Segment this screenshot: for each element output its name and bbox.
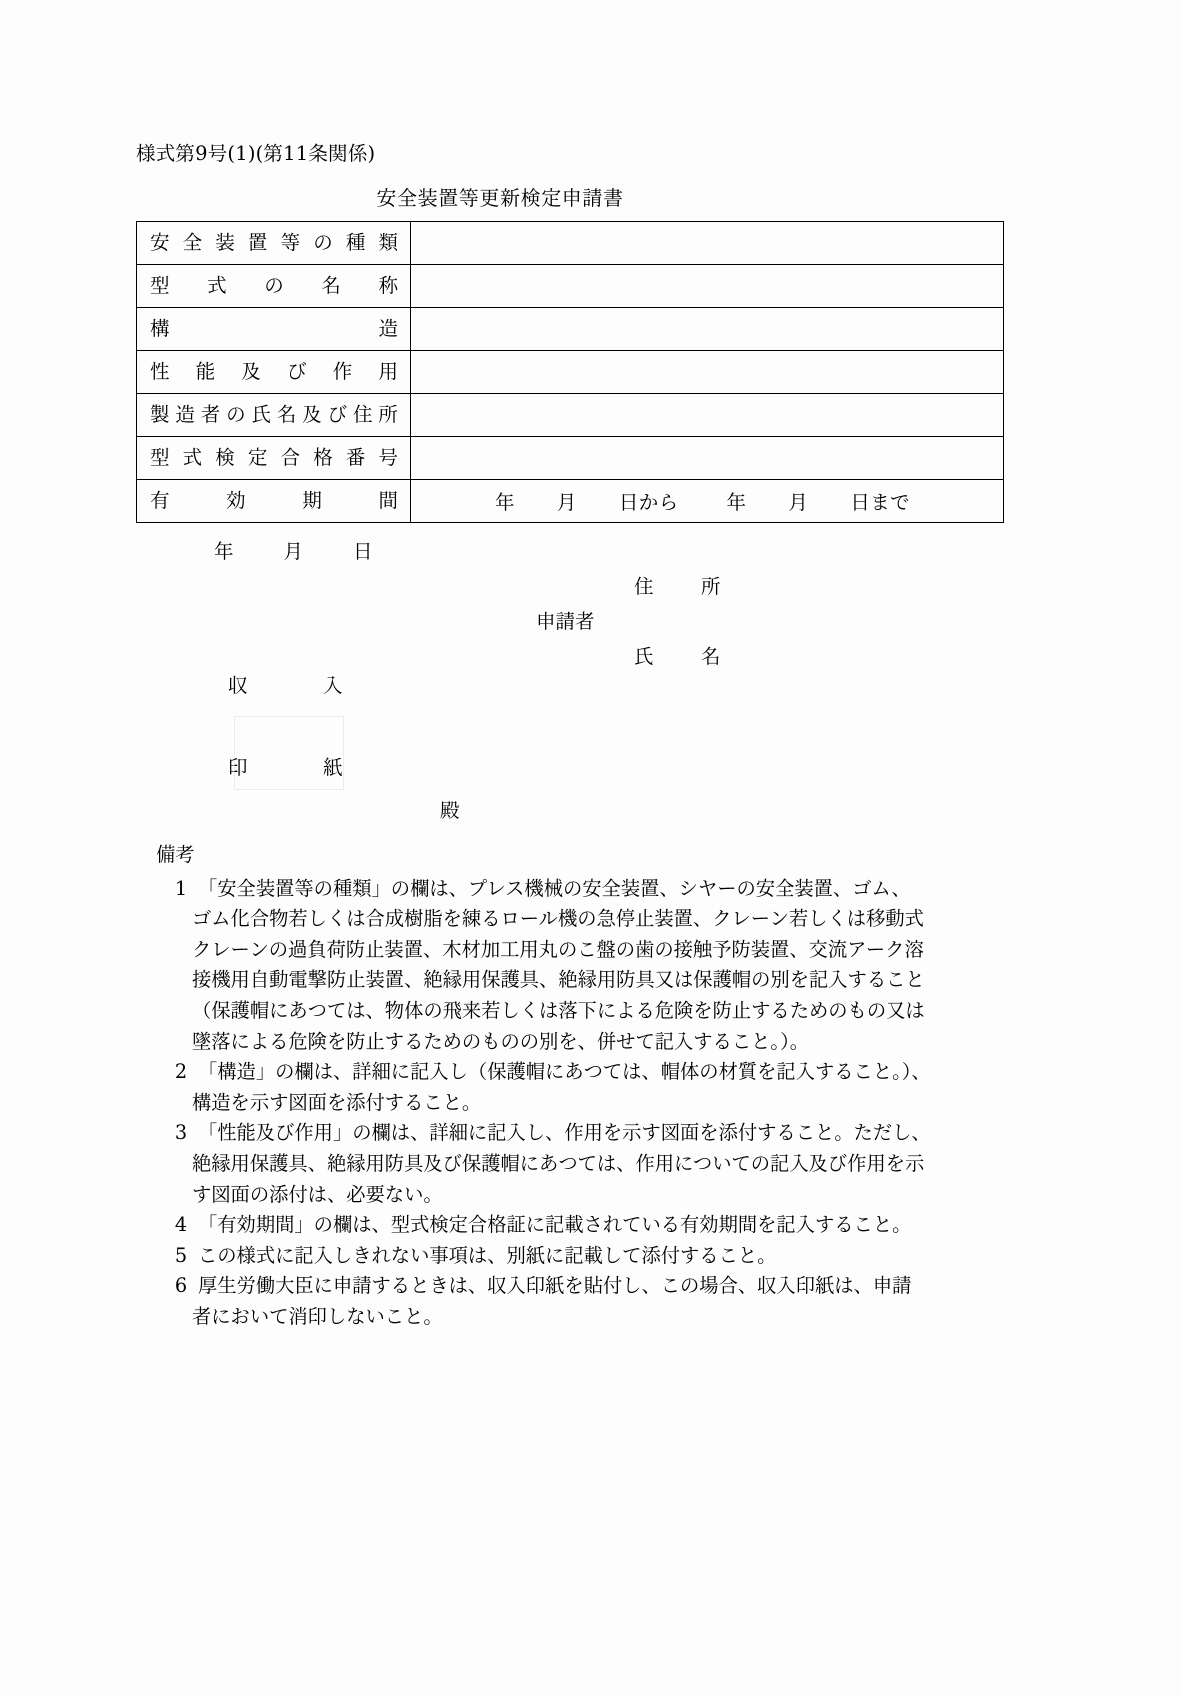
note-body [192, 874, 986, 1058]
value-cell-kind[interactable] [411, 222, 1004, 265]
note-line: 墜落による危険を防止するためのものの別を、併せて記入すること。）。 [192, 1029, 809, 1053]
value-cell-model-name[interactable] [411, 265, 1004, 308]
label-cell-valid-period [137, 480, 411, 523]
table-row-valid-period [137, 480, 1004, 523]
period-day-to: 日まで [850, 491, 911, 514]
value-cell-valid-period[interactable] [411, 480, 1004, 523]
table-row-manufacturer [137, 394, 1004, 437]
note-number: 3 [174, 1121, 188, 1145]
note-line: 者において消印しないこと。 [192, 1304, 443, 1328]
period-day-from: 日から [618, 491, 679, 514]
note-number: 5 [174, 1243, 188, 1267]
label-cell-kind [137, 222, 411, 265]
label-manufacturer: 製 造 者 の 氏 名 及 び 住 所 [150, 403, 398, 427]
note-line: クレーンの過負荷防止装置、木材加工用丸のこ盤の歯の接触予防装置、交流アーク溶 [192, 937, 924, 961]
note-item [156, 1241, 986, 1272]
note-line: ゴム化合物若しくは合成樹脂を練るロール機の急停止装置、クレーン若しくは移動式 [192, 907, 924, 931]
note-line: 構造を示す図面を添付すること。 [192, 1090, 482, 1114]
note-number: 2 [174, 1060, 188, 1084]
note-item [156, 1210, 986, 1241]
note-body [198, 1241, 986, 1272]
label-valid-period: 有 効 期 間 [150, 489, 398, 513]
value-cell-performance[interactable] [411, 351, 1004, 394]
submission-date-line[interactable] [214, 536, 373, 564]
applicant-block [536, 567, 866, 672]
form-number: 様式第9号(1)(第11条関係) [136, 142, 376, 165]
applicant-label: 申請者 [536, 609, 595, 633]
note-item [156, 1271, 986, 1332]
table-row-performance [137, 351, 1004, 394]
revenue-stamp-label-bottom: 印 紙 [228, 756, 371, 779]
period-month-to: 月 [788, 491, 809, 514]
address-label: 住 所 [634, 574, 735, 598]
note-body [198, 1210, 986, 1241]
label-performance: 性 能 及 び 作 用 [150, 360, 398, 384]
date-year-label: 年 [214, 540, 234, 563]
date-day-label: 日 [353, 540, 373, 563]
label-kind: 安 全 装 置 等 の 種 類 [150, 231, 398, 255]
page-title: 安全装置等更新検定申請書 [376, 186, 624, 210]
note-line: 接機用自動電撃防止装置、絶縁用保護具、絶縁用防具又は保護帽の別を記入すること [192, 968, 925, 992]
period-year-from: 年 [495, 491, 515, 514]
note-line: この様式に記入しきれない事項は、別紙に記載して添付すること。 [198, 1243, 777, 1267]
label-cell-structure [137, 308, 411, 351]
table-row-approval-number [137, 437, 1004, 480]
note-line: 絶縁用保護具、絶縁用防具及び保護帽にあつては、作用についての記入及び作用を示 [192, 1151, 925, 1175]
period-month-from: 月 [556, 491, 577, 514]
note-number: 1 [174, 876, 188, 900]
addressee-honorific: 殿 [440, 799, 460, 822]
name-label: 氏 名 [634, 644, 735, 668]
applicant-name-row [536, 637, 866, 672]
date-month-label: 月 [283, 540, 304, 563]
table-row-kind [137, 222, 1004, 265]
note-line: 厚生労働大臣に申請するときは、収入印紙を貼付し、この場合、収入印紙は、申請 [198, 1274, 912, 1298]
table-row-structure [137, 308, 1004, 351]
notes-heading: 備考 [156, 843, 195, 866]
revenue-stamp-label-top: 収 入 [228, 674, 371, 697]
applicant-address-row [536, 567, 866, 602]
note-item [156, 1118, 986, 1210]
period-year-to: 年 [726, 491, 747, 514]
note-number: 4 [174, 1213, 188, 1237]
label-approval-number: 型 式 検 定 合 格 番 号 [150, 446, 398, 470]
application-table [136, 221, 1004, 523]
note-line: 「性能及び作用」の欄は、詳細に記入し、作用を示す図面を添付すること。ただし、 [198, 1121, 931, 1145]
note-body [192, 1118, 986, 1210]
note-line: 「構造」の欄は、詳細に記入し（保護帽にあつては、帽体の材質を記入すること。）、 [198, 1060, 931, 1084]
note-body [192, 1271, 986, 1332]
value-cell-structure[interactable] [411, 308, 1004, 351]
label-cell-approval-number [137, 437, 411, 480]
label-cell-model-name [137, 265, 411, 308]
note-line: 「有効期間」の欄は、型式検定合格証に記載されている有効期間を記入すること。 [198, 1213, 912, 1237]
value-cell-manufacturer[interactable] [411, 394, 1004, 437]
label-structure: 構 造 [150, 317, 398, 341]
table-row-model-name [137, 265, 1004, 308]
label-model-name: 型 式 の 名 称 [150, 274, 398, 298]
note-line: 「安全装置等の種類」の欄は、プレス機械の安全装置、シヤーの安全装置、ゴム、 [198, 876, 911, 900]
valid-period-placeholder [425, 487, 1003, 515]
note-item [156, 1057, 986, 1118]
label-cell-manufacturer [137, 394, 411, 437]
note-item [156, 874, 986, 1058]
label-cell-performance [137, 351, 411, 394]
note-number: 6 [174, 1274, 188, 1298]
note-body [192, 1057, 986, 1118]
value-cell-approval-number[interactable] [411, 437, 1004, 480]
note-line: す図面の添付は、必要ない。 [192, 1182, 443, 1206]
notes-section [156, 840, 986, 1333]
note-line: （保護帽にあつては、物体の飛来若しくは落下による危険を防止するためのもの又は [192, 998, 925, 1022]
applicant-label-row [536, 602, 866, 637]
